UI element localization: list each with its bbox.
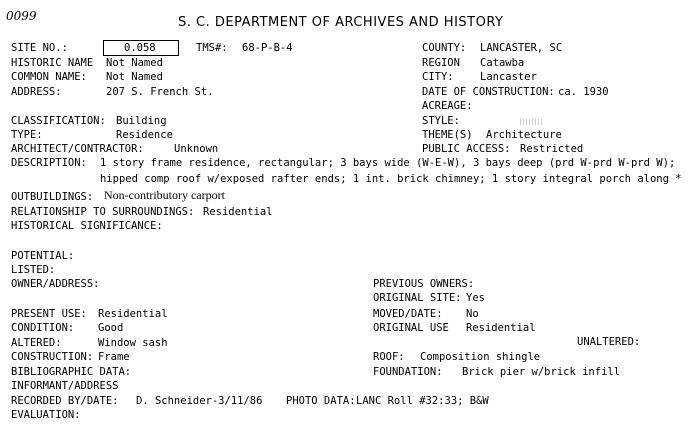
tms-label: TMS#:: [196, 42, 228, 54]
tms-value: 68-P-B-4: [242, 42, 293, 54]
architect-label: ARCHITECT/CONTRACTOR:: [11, 143, 144, 155]
evaluation-label: EVALUATION:: [11, 409, 81, 421]
date-of-construction-value: ca. 1930: [558, 86, 609, 98]
site-no-label: SITE NO.:: [11, 42, 68, 54]
moved-date-label: MOVED/DATE:: [373, 308, 443, 320]
address-value: 207 S. French St.: [106, 86, 214, 98]
common-name-label: COMMON NAME:: [11, 71, 87, 83]
previous-owners-label: PREVIOUS OWNERS:: [373, 278, 475, 290]
site-no-value: 0.058: [124, 42, 156, 54]
altered-label: ALTERED:: [11, 337, 62, 349]
altered-value: Window sash: [98, 337, 168, 349]
historic-name-value: Not Named: [106, 57, 163, 69]
theme-label: THEME(S): [422, 129, 473, 141]
public-access-label: PUBLIC ACCESS:: [422, 143, 511, 155]
common-name-value: Not Named: [106, 71, 163, 83]
description-label: DESCRIPTION:: [11, 157, 87, 169]
original-use-value: Residential: [466, 322, 536, 334]
region-label: REGION: [422, 57, 460, 69]
condition-label: CONDITION:: [11, 322, 75, 334]
owner-address-label: OWNER/ADDRESS:: [11, 278, 100, 290]
roof-value: Composition shingle: [420, 351, 541, 363]
original-site-label: ORIGINAL SITE:: [373, 292, 462, 304]
page-title: S. C. DEPARTMENT OF ARCHIVES AND HISTORY: [178, 15, 504, 30]
classification-label: CLASSIFICATION:: [11, 115, 106, 127]
theme-value: Architecture: [486, 129, 562, 141]
acreage-label: ACREAGE:: [422, 100, 473, 112]
region-value: Catawba: [480, 57, 525, 69]
recorded-by-label: RECORDED BY/DATE:: [11, 395, 119, 407]
historic-name-label: HISTORIC NAME: [11, 57, 94, 69]
address-label: ADDRESS:: [11, 86, 62, 98]
date-of-construction-label: DATE OF CONSTRUCTION:: [422, 86, 555, 98]
county-label: COUNTY:: [422, 42, 467, 54]
outbuildings-value: Non-contributory carport: [104, 188, 225, 202]
construction-value: Frame: [98, 351, 130, 363]
architect-value: Unknown: [174, 143, 219, 155]
foundation-label: FOUNDATION:: [373, 366, 443, 378]
public-access-value: Restricted: [520, 143, 584, 155]
original-use-label: ORIGINAL USE: [373, 322, 449, 334]
bibliographic-label: BIBLIOGRAPHIC DATA:: [11, 366, 132, 378]
original-site-value: Yes: [466, 292, 485, 304]
condition-value: Good: [98, 322, 124, 334]
listed-label: LISTED:: [11, 264, 56, 276]
relationship-label: RELATIONSHIP TO SURROUNDINGS:: [11, 206, 195, 218]
construction-label: CONSTRUCTION:: [11, 351, 94, 363]
historical-significance-label: HISTORICAL SIGNIFICANCE:: [11, 220, 163, 232]
description-line-1: 1 story frame residence, rectangular; 3 bays wide (W-E-W), 3 bays deep (prd W-prd W-prd W);: [100, 157, 676, 169]
informant-label: INFORMANT/ADDRESS: [11, 380, 119, 392]
photo-data-label: PHOTO DATA:: [286, 395, 356, 407]
moved-date-value: No: [466, 308, 479, 320]
recorded-by-value: D. Schneider-3/11/86: [136, 395, 263, 407]
county-value: LANCASTER, SC: [480, 42, 563, 54]
city-value: Lancaster: [480, 71, 537, 83]
style-label: STYLE:: [422, 115, 460, 127]
type-value: Residence: [116, 129, 173, 141]
unaltered-label: UNALTERED:: [577, 336, 641, 348]
description-line-2: hipped comp roof w/exposed rafter ends; 1 int. brick chimney; 1 story integral porch along *: [100, 173, 682, 185]
classification-value: Building: [116, 115, 167, 127]
potential-label: POTENTIAL:: [11, 250, 75, 262]
present-use-value: Residential: [98, 308, 168, 320]
present-use-label: PRESENT USE:: [11, 308, 87, 320]
foundation-value: Brick pier w/brick infill: [462, 366, 621, 378]
city-label: CITY:: [422, 71, 454, 83]
roof-label: ROOF:: [373, 351, 405, 363]
relationship-value: Residential: [203, 206, 273, 218]
smudge-mark: [520, 119, 542, 125]
photo-data-value: LANC Roll #32:33; B&W: [356, 395, 489, 407]
outbuildings-label: OUTBUILDINGS:: [11, 191, 94, 203]
type-label: TYPE:: [11, 129, 43, 141]
document-id: 0099: [6, 9, 37, 23]
